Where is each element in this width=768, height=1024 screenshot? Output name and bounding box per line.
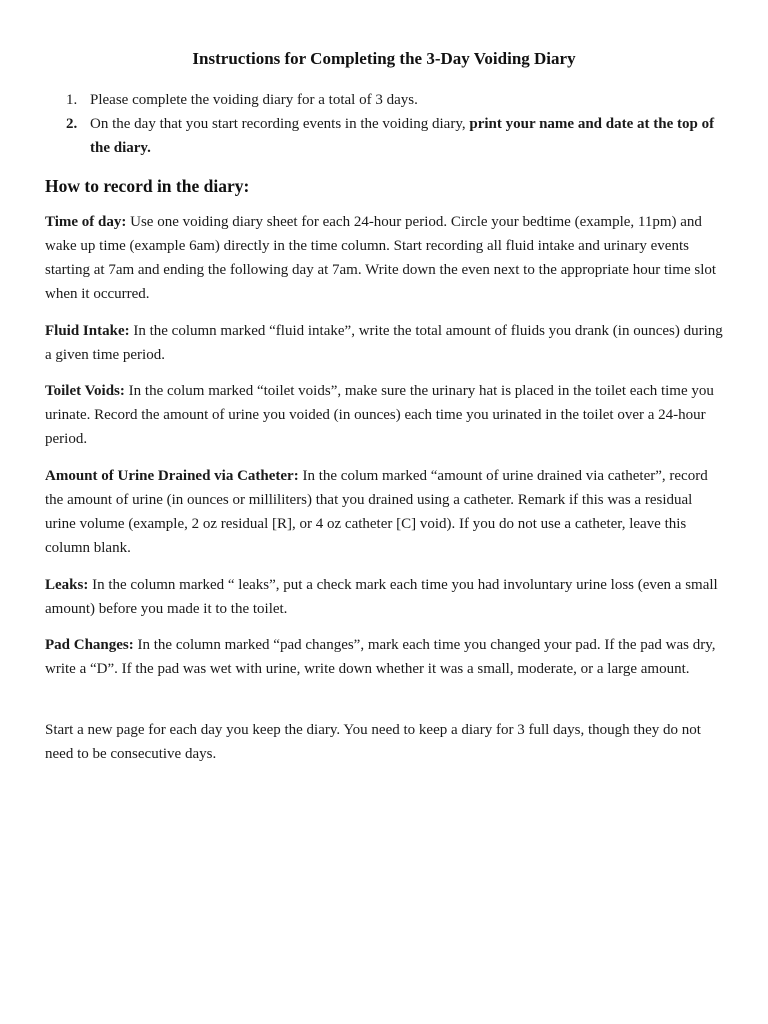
- paragraph-toilet-voids: [45, 379, 725, 451]
- paragraph-label: Amount of Urine Drained via Catheter:: [45, 468, 299, 484]
- paragraph-label: Pad Changes:: [45, 637, 134, 653]
- paragraph-text: Start a new page for each day you keep the diary. You need to keep a diary for 3 full days, though they do not need to be consecutive days.: [45, 722, 701, 762]
- list-item-number: 2.: [66, 116, 78, 132]
- paragraph-pad-changes: [45, 633, 725, 681]
- paragraph-text: In the column marked “pad changes”, mark each time you changed your pad. If the pad was dry, write a “D”. If the pad was wet with urine, write down whether it was a small, moderate, or a large amount.: [45, 637, 716, 677]
- paragraph-text: In the column marked “ leaks”, put a check mark each time you had involuntary urine loss (even a small amount) before you made it to the toilet.: [45, 577, 718, 617]
- paragraph-text: Use one voiding diary sheet for each 24-hour period. Circle your bedtime (example, 11pm) and wake up time (example 6am) directly in the time column. Start recording all fluid intake and urinary events starting at 7am and ending the following day at 7am. Write down the even next to the appropriate hour time slot when it occurred.: [45, 214, 717, 302]
- page-title: Instructions for Completing the 3-Day Voiding Diary: [192, 49, 576, 68]
- paragraph-text: In the column marked “fluid intake”, write the total amount of fluids you drank (in ounces) during a given time period.: [45, 323, 723, 363]
- list-item: [66, 112, 726, 160]
- paragraph-label: Fluid Intake:: [45, 323, 130, 339]
- paragraph-text: In the colum marked “amount of urine drained via catheter”, record the amount of urine (in ounces or milliliters) that you drained using a catheter. Remark if this was a residual urine volume (example, 2 oz residual [R], or 4 oz catheter [C] void). If you do not use a catheter, leave this column blank.: [45, 468, 708, 556]
- paragraph-text: In the colum marked “toilet voids”, make sure the urinary hat is placed in the toilet each time you urinate. Record the amount of urine you voided (in ounces) each time you urinated in the toilet over a 24-hour period.: [45, 383, 714, 447]
- paragraph-label: Time of day:: [45, 214, 127, 230]
- list-item-plain-text: On the day that you start recording events in the voiding diary,: [90, 116, 470, 132]
- numbered-list: [66, 88, 726, 160]
- list-item: [66, 88, 726, 112]
- paragraph-time-of-day: [45, 210, 725, 306]
- list-item-text: [90, 88, 726, 112]
- paragraph-closing: [45, 718, 725, 766]
- list-item-bold-text: print your name and date at the top of the diary.: [90, 116, 715, 156]
- paragraph-label: Leaks:: [45, 577, 89, 593]
- list-item-number: 1.: [66, 92, 78, 108]
- paragraph-leaks: [45, 573, 725, 621]
- list-item-text: [90, 112, 726, 160]
- list-item-plain-text: Please complete the voiding diary for a total of 3 days.: [90, 92, 418, 108]
- section-heading: How to record in the diary:: [45, 176, 250, 196]
- paragraph-catheter: [45, 464, 725, 560]
- paragraph-label: Toilet Voids:: [45, 383, 125, 399]
- paragraph-fluid-intake: [45, 319, 725, 367]
